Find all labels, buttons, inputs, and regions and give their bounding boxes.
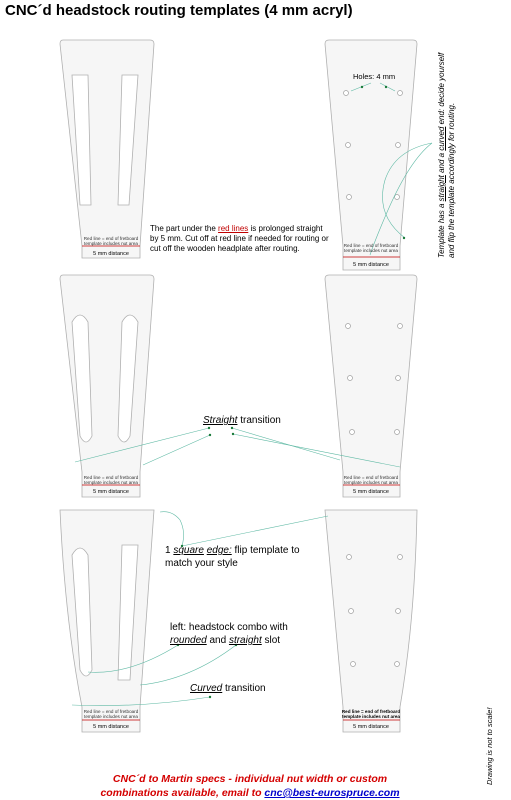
square-edge-label: 1 square edge: flip template to match your style bbox=[165, 545, 300, 569]
template-mid-right bbox=[325, 275, 417, 497]
template-outline bbox=[325, 275, 417, 497]
side-note: Template has a straight and a curved end: decide yourself and flip the template accordingly for routing. bbox=[437, 52, 456, 258]
email-link[interactable]: cnc@best-eurospruce.com bbox=[264, 787, 400, 799]
scale-note: Drawing is not to scale! bbox=[485, 707, 494, 785]
holes-label: Holes: 4 mm bbox=[353, 72, 396, 81]
combo-label: left: headstock combo with rounded and straight slot bbox=[170, 622, 288, 646]
template-outline bbox=[60, 275, 154, 497]
footer: CNC´d to Martin specs - individual nut width or custom combinations available, email to cnc@best-eurospruce.com bbox=[100, 773, 400, 799]
template-outline bbox=[60, 40, 154, 258]
distance-label: 5 mm distance bbox=[93, 724, 129, 730]
straight-transition-label: Straight transition bbox=[203, 415, 281, 426]
template-note: Red line = end of fretboard template includes nut area bbox=[83, 236, 139, 246]
template-note: Red line = end of fretboard template includes nut area bbox=[341, 709, 401, 719]
template-mid-left bbox=[60, 275, 154, 497]
template-note: Red line = end of fretboard template includes nut area bbox=[83, 709, 139, 719]
distance-label: 5 mm distance bbox=[93, 489, 129, 495]
template-note: Red line = end of fretboard template includes nut area bbox=[343, 243, 399, 253]
distance-label: 5 mm distance bbox=[353, 724, 389, 730]
template-outline bbox=[325, 510, 417, 732]
distance-label: 5 mm distance bbox=[93, 251, 129, 257]
curved-transition-label: Curved transition bbox=[190, 683, 266, 694]
template-outline bbox=[60, 510, 154, 732]
red-lines-note: The part under the red lines is prolonged straight by 5 mm. Cut off at red line if needed for routing or cut off the wooden headplate after routing. bbox=[150, 224, 329, 253]
square-edge-callout bbox=[160, 512, 328, 546]
template-bottom-right bbox=[325, 510, 417, 732]
template-top-left bbox=[60, 40, 154, 258]
template-note: Red line = end of fretboard template includes nut area bbox=[83, 475, 139, 485]
template-note: Red line = end of fretboard template includes nut area bbox=[343, 475, 399, 485]
distance-label: 5 mm distance bbox=[353, 489, 389, 495]
distance-label: 5 mm distance bbox=[353, 262, 389, 268]
page-title: CNC´d headstock routing templates (4 mm acryl) bbox=[5, 2, 353, 19]
template-bottom-left bbox=[60, 510, 154, 732]
